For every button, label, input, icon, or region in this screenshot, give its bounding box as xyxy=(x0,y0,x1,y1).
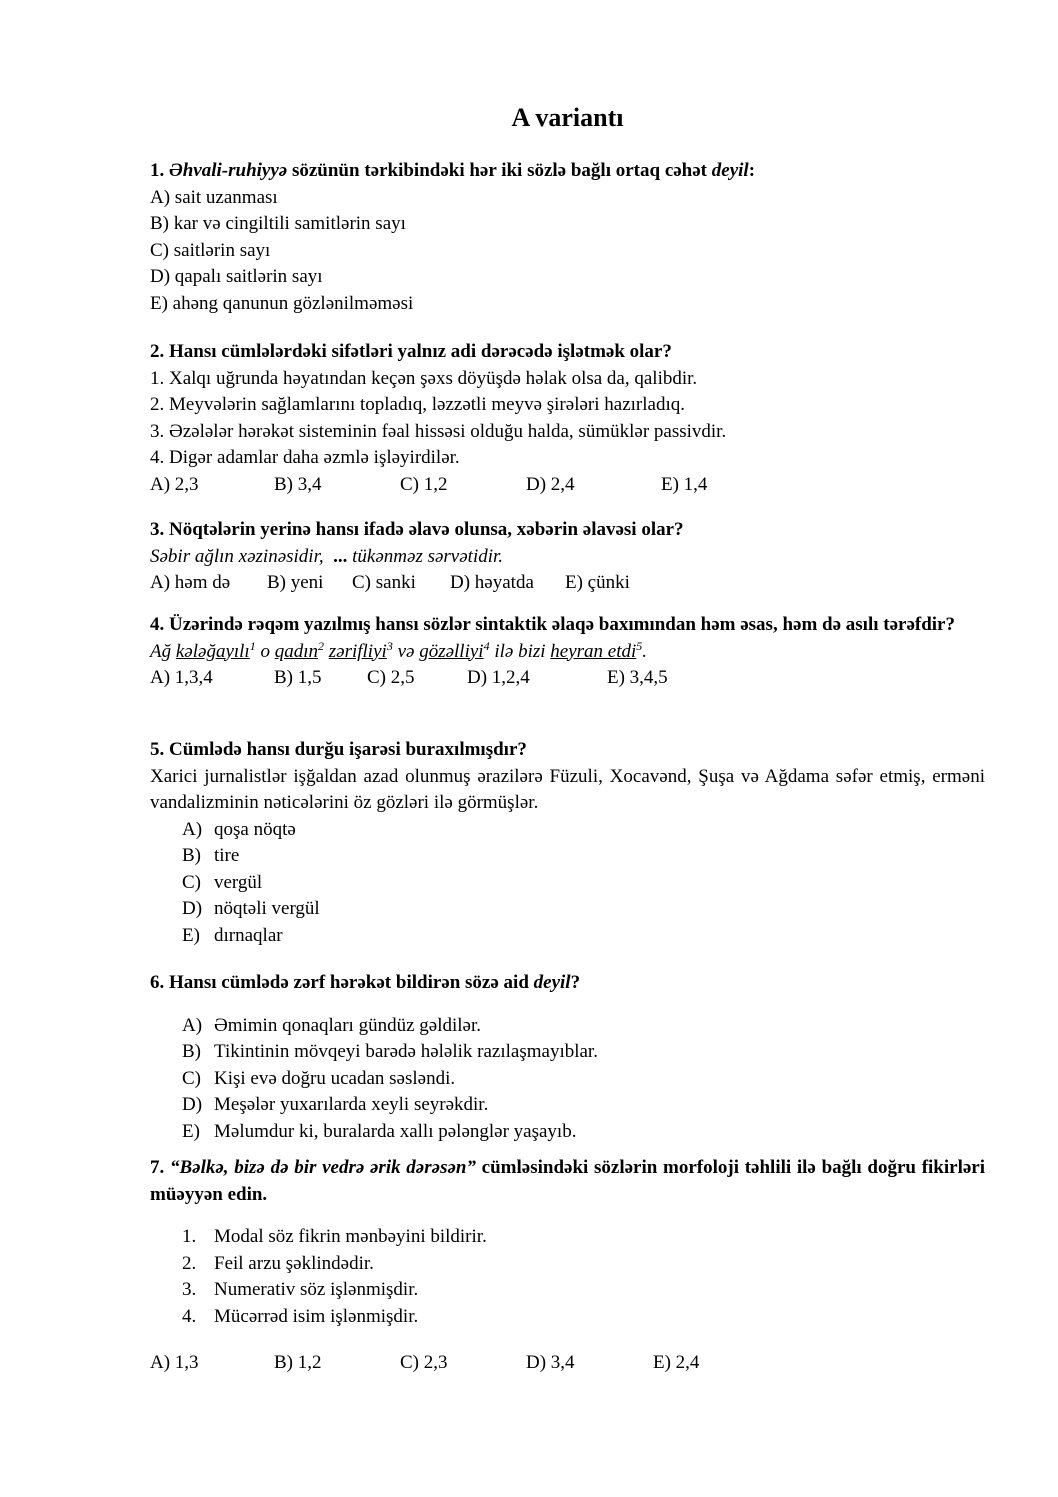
question-5-text: 5. Cümlədə hansı durğu işarəsi buraxılmışdır? xyxy=(150,739,527,760)
example-sentence: Xarici jurnalistlər işğaldan azad olunmuş ərazilərə Füzuli, Xocavənd, Şuşa və Ağdama səfər etmiş, erməni vandalizminin nəticələrini öz gözləri ilə görmüşlər. xyxy=(150,765,985,813)
question-4-text: 4. Üzərində rəqəm yazılmış hansı sözlər sintaktik əlaqə baxımından həm əsas, həm də asılı tərəfdir? xyxy=(150,614,955,635)
question-3-text: 3. Nöqtələrin yerinə hansı ifadə əlavə olunsa, xəbərin əlavəsi olar? xyxy=(150,519,684,540)
option-d: D) qapalı saitlərin sayı xyxy=(150,266,323,287)
question-7-text: 7. “Bəlkə, bizə də bir vedrə ərik dərəsən” cümləsindəki sözlərin morfoloji təhlili ilə bağlı doğru fikirləri müəyyən edin. xyxy=(150,1157,985,1205)
answer-c: C) 2,3 xyxy=(400,1352,448,1373)
answer-d: D) həyatda xyxy=(450,572,534,593)
option-d: D) Meşələr yuxarılarda xeyli seyrəkdir. xyxy=(182,1094,489,1115)
answer-b: B) 1,2 xyxy=(274,1352,322,1373)
list-item: 4. Mücərrəd isim işlənmişdir. xyxy=(182,1305,419,1327)
option-d: D) nöqtəli vergül xyxy=(182,898,320,919)
answer-b: B) 1,5 xyxy=(274,667,322,688)
answer-e: E) 2,4 xyxy=(653,1352,700,1373)
page-title: A variantı xyxy=(511,103,624,132)
question-2 xyxy=(150,339,985,498)
question-7 xyxy=(150,1155,985,1377)
question-5 xyxy=(150,737,985,949)
option-c: C) saitlərin sayı xyxy=(150,239,271,261)
option-b: B) tire xyxy=(182,845,240,866)
option-list xyxy=(150,1013,985,1146)
example-sentence: Səbir ağlın xəzinəsidir, ... tükənməz sərvətidir. xyxy=(150,545,504,567)
answer-e: E) 1,4 xyxy=(661,473,708,495)
list-item: 4. Digər adamlar daha əzmlə işləyirdilər. xyxy=(150,447,460,468)
option-b: B) kar və cingiltili samitlərin sayı xyxy=(150,213,406,234)
option-e: E) Məlumdur ki, buralarda xallı pələnglər yaşayıb. xyxy=(182,1120,577,1142)
list-item: 1. Xalqı uğrunda həyatından keçən şəxs döyüşdə həlak olsa da, qalibdir. xyxy=(150,367,698,389)
list-item: 2. Feil arzu şəklindədir. xyxy=(182,1252,374,1274)
answer-row xyxy=(150,472,985,499)
option-a: A) qoşa nöqtə xyxy=(182,818,296,840)
answer-d: D) 2,4 xyxy=(526,473,575,495)
list-item: 3. Numerativ söz işlənmişdir. xyxy=(182,1279,419,1300)
answer-row xyxy=(150,1350,985,1377)
question-4 xyxy=(150,612,985,692)
answer-e: E) 3,4,5 xyxy=(607,667,668,688)
question-1 xyxy=(150,158,985,317)
example-sentence: Ağ kələğayılı$^1$ o qadın$^2$ zərifliyi$^3$ və gözəlliyi$^4$ ilə bizi heyran etdi$^5$. xyxy=(150,638,648,662)
answer-c: C) 2,5 xyxy=(367,667,415,688)
answer-b: B) 3,4 xyxy=(274,473,322,495)
question-3 xyxy=(150,517,985,597)
option-a: A) sait uzanması xyxy=(150,186,278,208)
answer-c: C) sanki xyxy=(352,572,416,593)
option-list xyxy=(150,817,985,950)
question-2-text: 2. Hansı cümlələrdəki sifətləri yalnız adi dərəcədə işlətmək olar? xyxy=(150,341,672,362)
answer-a: A) 1,3 xyxy=(150,1352,199,1373)
answer-c: C) 1,2 xyxy=(400,473,448,495)
answer-a: A) 1,3,4 xyxy=(150,667,213,688)
answer-b: B) yeni xyxy=(267,572,324,593)
option-b: B) Tikintinin mövqeyi barədə hələlik razılaşmayıblar. xyxy=(182,1041,598,1062)
list-item: 3. Əzələlər hərəkət sisteminin fəal hissəsi olduğu halda, sümüklər passivdir. xyxy=(150,420,727,442)
list-item: 2. Meyvələrin sağlamlarını topladıq, ləzzətli meyvə şirələri hazırladıq. xyxy=(150,394,685,415)
answer-row xyxy=(150,570,985,597)
option-a: A) Əmimin qonaqları gündüz gəldilər. xyxy=(182,1014,482,1036)
answer-a: A) 2,3 xyxy=(150,473,199,495)
option-c: C) Kişi evə doğru ucadan səsləndi. xyxy=(182,1067,456,1089)
question-6 xyxy=(150,970,985,1145)
statement-list xyxy=(150,1224,985,1330)
question-1-text: 1. Əhvali-ruhiyyə sözünün tərkibindəki hər iki sözlə bağlı ortaq cəhət deyil: xyxy=(150,160,756,181)
answer-e: E) çünki xyxy=(565,572,630,593)
answer-row xyxy=(150,665,985,692)
option-e: E) dırnaqlar xyxy=(182,924,283,946)
question-6-text: 6. Hansı cümlədə zərf hərəkət bildirən sözə aid deyil? xyxy=(150,972,581,993)
answer-a: A) həm də xyxy=(150,572,231,593)
option-e: E) ahəng qanunun gözlənilməməsi xyxy=(150,292,414,314)
answer-d: D) 3,4 xyxy=(526,1352,575,1373)
list-item: 1. Modal söz fikrin mənbəyini bildirir. xyxy=(182,1226,487,1247)
option-c: C) vergül xyxy=(182,871,263,893)
answer-d: D) 1,2,4 xyxy=(467,667,530,688)
